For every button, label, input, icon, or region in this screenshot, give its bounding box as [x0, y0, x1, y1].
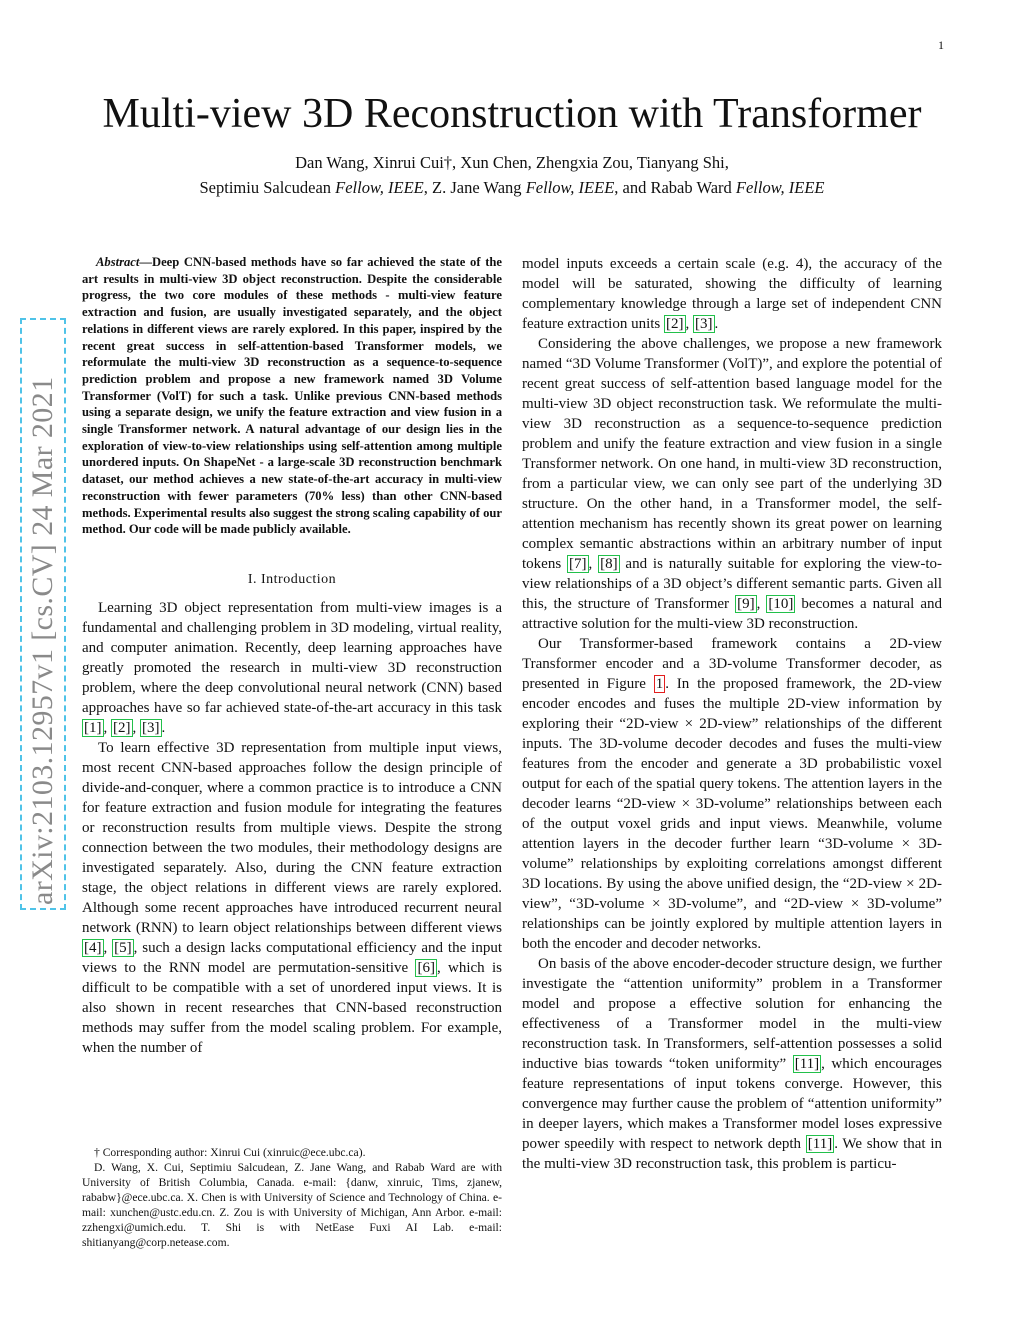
citation-link[interactable]: [9]	[737, 596, 755, 612]
author-title: Fellow, IEEE	[735, 178, 825, 197]
paragraph: Learning 3D object representation from multi-view images is a fundamental and challenging problem in 3D modeling, virtual reality, and computer animation. Recently, deep learning approaches have greatly promoted the research in multi-view 3D reconstruction problem, where the deep convolutional neural network (CNN) based approaches have so far achieved state-of-the-art accuracy in this task [1] , [2] , [3] .	[82, 599, 502, 736]
paragraph-text: To learn effective 3D representation from multiple input views, most recent CNN-based approaches follow the design principle of divide-and-conquer, where a common practice is to introduce a CNN for feature extraction and fusion module for integrating the features or reconstruction results from multiple views. Despite the strong connection between the two modules, their methodology designs are investigated separately. Also, during the CNN feature extraction stage, the object relations in different views are rarely explored. Although some recent approaches have introduced recurrent neural network (RNN) to learn object relationships between different views	[82, 739, 502, 936]
paragraph-text: , such a design lacks computational efficiency and the input views to the RNN model are permutation-sensitive	[82, 939, 502, 976]
citation-link[interactable]: [3]	[695, 316, 713, 332]
paragraph-text: . In the proposed framework, the 2D-view encoder encodes and fuses the multiple 2D-view information by exploring their “2D-view × 2D-view” relationships of the different inputs. The 3D-volume decoder decodes and fuses the multi-view features from the encoder and generate a 3D probabilistic voxel output for each of the spatial query tokens. The attention layers in the decoder learns “2D-view × 3D-volume” relationships between each of the output voxel grids and input views. Meanwhile, volume attention layers in the decoder further learn “3D-volume × 3D-volume” relationships by exploiting correlations amongst different 3D locations. By using the above unified design, the “2D-view × 2D-view”, “3D-volume × 3D-volume”, and “2D-view × 3D-volume” relationships can be jointly explored by multiple attention layers in both the encoder and decoder networks.	[522, 676, 943, 952]
paper-title: Multi-view 3D Reconstruction with Transformer	[102, 91, 922, 137]
citation-link[interactable]: [7]	[569, 556, 587, 572]
citation-link[interactable]: [4]	[84, 939, 102, 956]
footnote	[82, 1145, 502, 1250]
paragraph-text: becomes a natural and attractive solution for the multi-view 3D reconstruction.	[522, 596, 942, 632]
abstract	[82, 254, 502, 538]
author-list	[0, 150, 1024, 200]
author-title: Fellow, IEEE	[335, 178, 424, 197]
footnote-corresponding-author: † Corresponding author: Xinrui Cui (xinruic@ece.ubc.ca).	[94, 1146, 366, 1159]
citation-link[interactable]: [2]	[113, 719, 131, 736]
paragraph-text: .	[714, 316, 719, 332]
author-line-1: Dan Wang, Xinrui Cui†, Xun Chen, Zhengxia Zou, Tianyang Shi,	[295, 153, 729, 172]
paragraph-text: , which encourages feature representations of input tokens converge. However, this convergence may further cause the problem of “attention uniformity” in deeper layers, which makes a Transformer model loses expressive power speedily with respect to network depth	[522, 1056, 943, 1152]
right-column	[522, 254, 942, 1174]
paragraph-text: Learning 3D object representation from multi-view images is a fundamental and challenging problem in 3D modeling, virtual reality, and computer animation. Recently, deep learning approaches have greatly promoted the research in multi-view 3D reconstruction problem, where the deep convolutional neural network (CNN) based approaches have so far achieved state-of-the-art accuracy in this task	[82, 599, 502, 716]
citation-link[interactable]: [11]	[794, 1056, 820, 1072]
paragraph: Considering the above challenges, we propose a new framework named “3D Volume Transformer (VolT)”, and explore the potential of recent great success of self-attention based language model for the multi-view 3D object reconstruction task. We reformulate the multi-view 3D reconstruction as a sequence-to-sequence prediction problem and unify the feature extraction and view fusion in a single Transformer network. On one hand, in multi-view 3D reconstruction, from a particular view, we can only see part of the underlying 3D structure. On the other hand, in a Transformer model, the self-attention mechanism has recently shown its great power on learning complex semantic abstractions within an arbitrary number of input tokens [7] , [8] and is naturally suitable for exploring the view-to-view relationships of a 3D object’s different semantic parts. Given all this, the structure of Transformer [9] , [10] becomes a natural and attractive solution for the multi-view 3D reconstruction.	[522, 336, 943, 632]
citation-link[interactable]: [3]	[142, 719, 160, 736]
paragraph-text: . We show that in the multi-view 3D reconstruction task, this problem is particu-	[522, 1136, 942, 1172]
paragraph: To learn effective 3D representation from multiple input views, most recent CNN-based approaches follow the design principle of divide-and-conquer, where a common practice is to introduce a CNN for feature extraction and fusion module for integrating the features or reconstruction results from multiple views. Despite the strong connection between the two modules, their methodology designs are investigated separately. Also, during the CNN feature extraction stage, the object relations in different views are rarely explored. Although some recent approaches have introduced recurrent neural network (RNN) to learn object relationships between different views [4] , [5] , such a design lacks computational efficiency and the input views to the RNN model are permutation-sensitive [6] , which is difficult to be compatible with a set of unordered input views. It is also shown in recent researches that CNN-based reconstruction methods may suffer from the model scaling problem. For example, when the number of	[82, 739, 502, 1056]
citation-link[interactable]: [2]	[666, 316, 684, 332]
paragraph: model inputs exceeds a certain scale (e.g. 4), the accuracy of the model will be saturated, showing the difficulty of learning complementary knowledge through a large set of independent CNN feature extraction units [2] , [3] .	[522, 256, 942, 332]
author-name: , Z. Jane Wang	[423, 178, 526, 197]
paragraph	[522, 954, 942, 1174]
paragraph-text: , which is difficult to be compatible with a set of unordered input views. It is also shown in recent researches that CNN-based reconstruction methods may suffer from the model scaling problem. For example, when the number of	[82, 959, 502, 1056]
section-heading-introduction: I. Introduction	[247, 571, 337, 587]
paragraph-text: Our Transformer-based framework contains a 2D-view Transformer encoder and a 3D-volume Transformer decoder, as presented in Figure	[522, 636, 942, 692]
paragraph-text: Considering the above challenges, we propose a new framework named “3D Volume Transformer (VolT)”, and explore the potential of recent great success of self-attention based language model for the multi-view 3D object reconstruction task. We reformulate the multi-view 3D reconstruction as a sequence-to-sequence prediction problem and unify the feature extraction and view fusion in a single Transformer network. On one hand, in multi-view 3D reconstruction, from a particular view, we can only see part of the underlying 3D structure. On the other hand, in a Transformer model, the self-attention mechanism has recently shown its great power on learning complex semantic abstractions within an arbitrary number of input tokens	[522, 336, 942, 572]
paragraph-text: On basis of the above encoder-decoder structure design, we further investigate the “attention uniformity” problem in a Transformer model and propose a effective solution for enhancing the effectiveness of a Transformer model in the multi-view reconstruction task. In Transformers, self-attention possesses a solid inductive bias towards “token uniformity”	[522, 956, 942, 1072]
paragraph-text: model inputs exceeds a certain scale (e.g. 4), the accuracy of the model will be saturated, showing the difficulty of learning complementary knowledge through a large set of independent CNN feature extraction units	[522, 256, 942, 332]
author-line-2	[0, 175, 1024, 200]
author-name: , and Rabab Ward	[614, 178, 736, 197]
author-name: Septimiu Salcudean	[199, 178, 336, 197]
paragraph-text: and is naturally suitable for exploring the view-to-view relationships of a 3D object’s different semantic parts. Given all this, the structure of Transformer	[522, 556, 943, 612]
citation-link[interactable]: [5]	[114, 939, 132, 956]
footnote-affiliations: D. Wang, X. Cui, Septimiu Salcudean, Z. Jane Wang, and Rabab Ward are with University of British Columbia, Canada. e-mail: {danw, xinruic, Tims, zjanew, rababw}@ece.ubc.ca. X. Chen is with University of Science and Technology of China. e-mail: xunchen@ustc.edu.cn. Z. Zou is with University of Michigan, Ann Arbor. e-mail: zzhengxi@umich.edu. T. Shi is with NetEase Fuxi AI Lab. e-mail: shitianyang@corp.netease.com.	[82, 1161, 502, 1249]
citation-link[interactable]: [10]	[768, 596, 794, 612]
paragraph	[522, 634, 942, 954]
arxiv-identifier: arXiv:2103.12957v1 [cs.CV] 24 Mar 2021	[26, 376, 59, 905]
citation-link[interactable]: [11]	[807, 1136, 833, 1152]
citation-link[interactable]: [6]	[417, 959, 435, 976]
citation-link[interactable]: [1]	[84, 719, 102, 736]
page-number: 1	[938, 38, 944, 52]
abstract-text: —Deep CNN-based methods have so far achieved the state of the art results in multi-view 3D object reconstruction. Despite the considerable progress, the two core modules of these methods - multi-view feature extraction and fusion, are usually investigated separately, and the object relations in different views are rarely explored. In this paper, inspired by the recent great success in self-attention-based Transformer models, we reformulate the multi-view 3D reconstruction as a sequence-to-sequence prediction problem and propose a new framework named 3D Volume Transformer (VolT) for such a task. Unlike previous CNN-based methods using a separate design, we unify the feature extraction and view fusion in a single Transformer network. A natural advantage of our design lies in the exploration of view-to-view relationships using self-attention among multiple unordered inputs. On ShapeNet - a large-scale 3D reconstruction benchmark dataset, our method achieves a new state-of-the-art accuracy in multi-view reconstruction with fewer parameters (70% less) than other CNN-based methods. Experimental results also suggest the strong scaling capability of our method. Our code will be made publicly available.	[82, 255, 502, 537]
author-title: Fellow, IEEE	[525, 178, 615, 197]
abstract-label: Abstract	[96, 255, 140, 269]
figure-reference-link[interactable]: 1	[655, 676, 664, 692]
citation-link[interactable]: [8]	[600, 556, 618, 572]
paragraph-text: .	[161, 719, 166, 736]
left-column	[82, 254, 502, 1058]
